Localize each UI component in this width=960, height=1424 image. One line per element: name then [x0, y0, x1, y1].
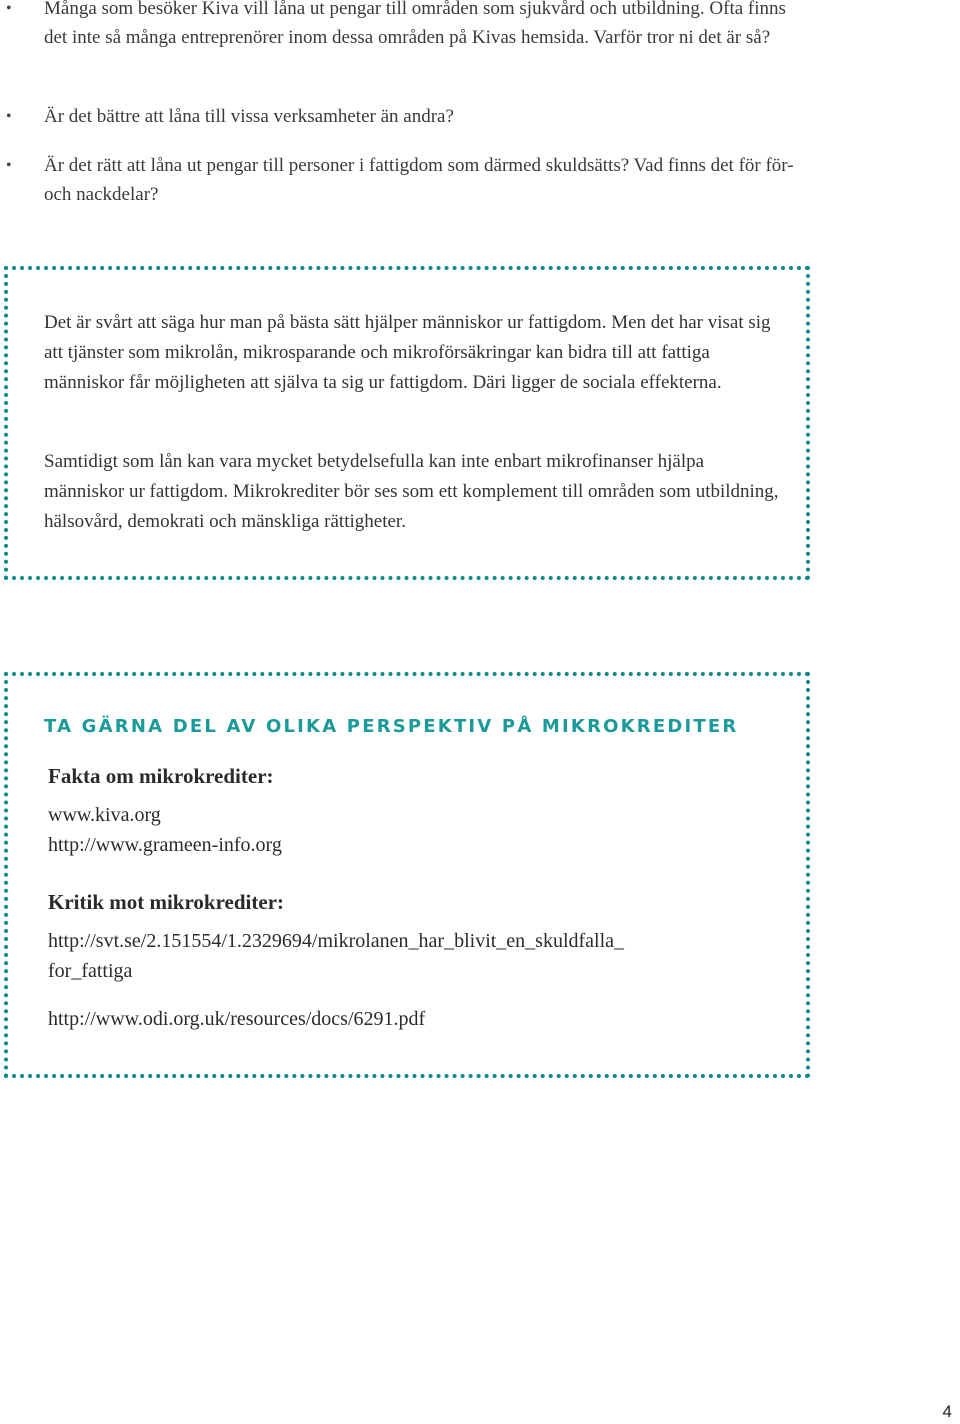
resource-link[interactable]: http://www.odi.org.uk/resources/docs/6291.pdf — [48, 1008, 426, 1030]
page-number: 4 — [942, 1402, 952, 1421]
critique-title: Kritik mot mikrokrediter: — [48, 890, 285, 914]
question-item: • Är det bättre att låna till vissa verksamheter än andra? — [44, 102, 804, 131]
resources-heading: TA GÄRNA DEL AV OLIKA PERSPEKTIV PÅ MIKROKREDITER — [44, 716, 739, 737]
resource-link-continuation[interactable]: for_fattiga — [48, 960, 133, 982]
question-item: • Är det rätt att låna ut pengar till personer i fattigdom som därmed skuldsätts? Vad finns det för för- och nackdelar? — [44, 151, 804, 209]
info-paragraph: Samtidigt som lån kan vara mycket betydelsefulla kan inte enbart mikrofinanser hjälpa människor ur fattigdom. Mikrokrediter bör ses som ett komplement till områden som utbildning, hälsovård, demokrati och mänskliga rättigheter. — [44, 451, 779, 532]
facts-title: Fakta om mikrokrediter: — [48, 764, 274, 788]
question-item: • Många som besöker Kiva vill låna ut pengar till områden som sjukvård och utbildning. Ofta finns det inte så många entreprenörer inom dessa områden på Kivas hemsida. Varför tror ni det är så? — [44, 0, 804, 52]
info-paragraph: Det är svårt att säga hur man på bästa sätt hjälper människor ur fattigdom. Men det har visat sig att tjänster som mikrolån, mikrosparande och mikroförsäkringar kan bidra till att fattiga människor får möjligheten att själva ta sig ur fattigdom. Däri ligger de sociala effekterna. — [44, 312, 771, 393]
resource-link[interactable]: http://svt.se/2.151554/1.2329694/mikrolanen_har_blivit_en_skuldfalla_ — [48, 930, 625, 952]
resource-link[interactable]: http://www.grameen-info.org — [48, 834, 282, 856]
resource-link[interactable]: www.kiva.org — [48, 804, 161, 826]
